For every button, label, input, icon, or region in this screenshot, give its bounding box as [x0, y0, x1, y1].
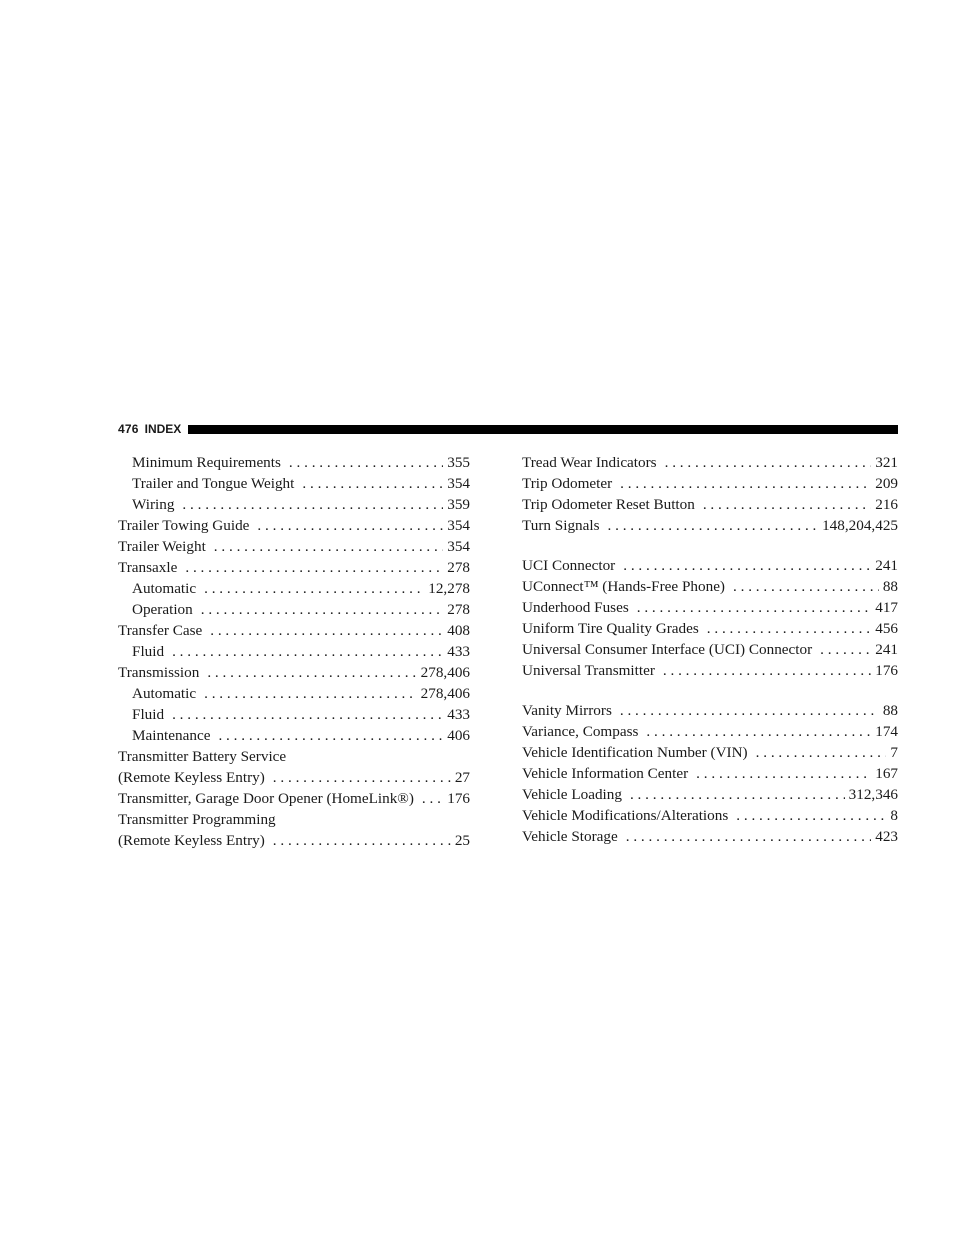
section-gap	[522, 536, 898, 555]
dot-leader	[665, 452, 872, 473]
index-entry-page: 88	[882, 702, 898, 719]
index-entry	[522, 784, 898, 805]
index-entry	[118, 599, 470, 620]
index-entry	[522, 763, 898, 784]
dot-leader	[210, 620, 443, 641]
index-entry-label: Trailer Weight	[118, 538, 206, 555]
index-entry	[522, 742, 898, 763]
index-entry	[118, 473, 470, 494]
index-entry-page: 25	[454, 832, 470, 849]
index-entry-page: 241	[875, 641, 898, 658]
index-entry	[522, 473, 898, 494]
index-entry-page: 209	[875, 475, 898, 492]
index-entry	[522, 597, 898, 618]
index-entry-label: UConnect™ (Hands-Free Phone)	[522, 578, 725, 595]
index-entry-page: 354	[447, 475, 470, 492]
index-entry	[522, 805, 898, 826]
index-entry-label: Minimum Requirements	[132, 454, 281, 471]
index-column-right	[522, 452, 898, 847]
index-entry-label: Vehicle Identification Number (VIN)	[522, 744, 748, 761]
dot-leader	[620, 473, 871, 494]
index-entry-label: Transaxle	[118, 559, 178, 576]
dot-leader	[302, 473, 443, 494]
index-entry-label: Variance, Compass	[522, 723, 639, 740]
index-entry-label: Fluid	[132, 706, 165, 723]
index-entry	[118, 788, 470, 809]
dot-leader	[608, 515, 819, 536]
index-entry-page: 433	[447, 643, 470, 660]
index-entry-page: 417	[875, 599, 898, 616]
dot-leader	[182, 494, 443, 515]
index-entry-page: 354	[447, 517, 470, 534]
index-entry	[118, 515, 470, 536]
page-number: 476	[118, 422, 139, 436]
dot-leader	[820, 639, 871, 660]
index-entry	[522, 660, 898, 681]
header-rule	[188, 425, 898, 434]
index-entry	[522, 576, 898, 597]
dot-leader	[273, 830, 451, 851]
index-entry-page: 456	[875, 620, 898, 637]
index-entry-label: Trip Odometer	[522, 475, 613, 492]
index-entry	[118, 830, 470, 851]
index-entry	[118, 704, 470, 725]
index-entry	[522, 452, 898, 473]
index-entry	[118, 620, 470, 641]
dot-leader	[626, 826, 871, 847]
index-entry-page: 354	[447, 538, 470, 555]
section-title: INDEX	[144, 422, 182, 436]
index-entry-page: 278,406	[420, 685, 470, 702]
index-column-left	[118, 452, 470, 851]
dot-leader	[204, 683, 417, 704]
dot-leader	[756, 742, 887, 763]
index-entry-label: Transmission	[118, 664, 200, 681]
index-entry-page: 8	[890, 807, 898, 824]
index-entry-page: 174	[875, 723, 898, 740]
index-entry-page: 278,406	[420, 664, 470, 681]
index-entry-label: Operation	[132, 601, 193, 618]
dot-leader	[703, 494, 871, 515]
dot-leader	[172, 641, 443, 662]
index-entry-page: 312,346	[848, 786, 898, 803]
index-entry-page: 176	[875, 662, 898, 679]
index-entry-label: Wiring	[132, 496, 175, 513]
index-entry-label: Transfer Case	[118, 622, 203, 639]
index-entry-label: UCI Connector	[522, 557, 616, 574]
dot-leader	[172, 704, 443, 725]
index-entry-page: 167	[875, 765, 898, 782]
index-entry	[118, 578, 470, 599]
index-entry	[522, 555, 898, 576]
dot-leader	[733, 576, 879, 597]
index-entry-page: 27	[454, 769, 470, 786]
index-entry-label: Vehicle Storage	[522, 828, 618, 845]
index-entry	[522, 826, 898, 847]
index-entry	[118, 452, 470, 473]
dot-leader	[696, 763, 871, 784]
index-entry-page: 7	[890, 744, 898, 761]
index-entry-label: Turn Signals	[522, 517, 600, 534]
dot-leader	[273, 767, 451, 788]
dot-leader	[185, 557, 443, 578]
index-entry	[522, 494, 898, 515]
index-entry	[118, 662, 470, 683]
index-entry-page: 278	[447, 601, 470, 618]
index-entry-label: Transmitter, Garage Door Opener (HomeLink®)	[118, 790, 414, 807]
dot-leader	[623, 555, 871, 576]
index-entry-label: Transmitter Programming	[118, 811, 276, 828]
dot-leader	[630, 784, 845, 805]
index-entry-label: Trailer Towing Guide	[118, 517, 250, 534]
index-entry	[522, 639, 898, 660]
index-entry-label: Automatic	[132, 580, 197, 597]
page-header	[118, 420, 898, 438]
index-entry-label: Maintenance	[132, 727, 211, 744]
index-entry-page: 88	[882, 578, 898, 595]
index-entry-label: Underhood Fuses	[522, 599, 629, 616]
index-entry-page: 148,204,425	[822, 517, 898, 534]
dot-leader	[422, 788, 443, 809]
index-entry	[522, 618, 898, 639]
dot-leader	[707, 618, 871, 639]
index-entry	[118, 557, 470, 578]
dot-leader	[214, 536, 443, 557]
index-entry-label: Automatic	[132, 685, 197, 702]
index-entry-label: Uniform Tire Quality Grades	[522, 620, 699, 637]
index-entry-label: Vehicle Modifications/Alterations	[522, 807, 729, 824]
index-entry	[118, 641, 470, 662]
dot-leader	[218, 725, 443, 746]
index-entry-label: Fluid	[132, 643, 165, 660]
dot-leader	[207, 662, 416, 683]
index-entry-label: (Remote Keyless Entry)	[118, 832, 265, 849]
index-entry	[118, 683, 470, 704]
index-entry-page: 176	[447, 790, 470, 807]
index-entry-label: Vehicle Loading	[522, 786, 622, 803]
dot-leader	[620, 700, 879, 721]
dot-leader	[646, 721, 871, 742]
index-entry	[118, 746, 470, 767]
index-entry-label: (Remote Keyless Entry)	[118, 769, 265, 786]
index-entry-label: Trip Odometer Reset Button	[522, 496, 695, 513]
index-entry-label: Universal Transmitter	[522, 662, 655, 679]
index-entry-page: 408	[447, 622, 470, 639]
index-entry-page: 321	[875, 454, 898, 471]
index-entry	[118, 536, 470, 557]
index-entry-label: Transmitter Battery Service	[118, 748, 287, 765]
dot-leader	[736, 805, 886, 826]
index-entry	[522, 700, 898, 721]
dot-leader	[257, 515, 443, 536]
index-entry	[118, 494, 470, 515]
dot-leader	[289, 452, 443, 473]
index-entry	[118, 809, 470, 830]
index-entry-page: 216	[875, 496, 898, 513]
index-entry-page: 406	[447, 727, 470, 744]
index-entry-label: Tread Wear Indicators	[522, 454, 657, 471]
index-entry-page: 355	[447, 454, 470, 471]
index-entry-page: 359	[447, 496, 470, 513]
index-entry-page: 433	[447, 706, 470, 723]
index-entry	[118, 767, 470, 788]
index-entry-label: Vehicle Information Center	[522, 765, 689, 782]
index-entry-page: 278	[447, 559, 470, 576]
dot-leader	[201, 599, 443, 620]
index-entry-label: Trailer and Tongue Weight	[132, 475, 295, 492]
index-entry-page: 423	[875, 828, 898, 845]
section-gap	[522, 681, 898, 700]
index-entry-label: Vanity Mirrors	[522, 702, 612, 719]
index-entry-page: 241	[875, 557, 898, 574]
index-entry	[522, 515, 898, 536]
dot-leader	[637, 597, 871, 618]
dot-leader	[663, 660, 871, 681]
dot-leader	[204, 578, 424, 599]
index-entry	[522, 721, 898, 742]
index-entry-label: Universal Consumer Interface (UCI) Connector	[522, 641, 813, 658]
index-entry	[118, 725, 470, 746]
index-entry-page: 12,278	[428, 580, 470, 597]
